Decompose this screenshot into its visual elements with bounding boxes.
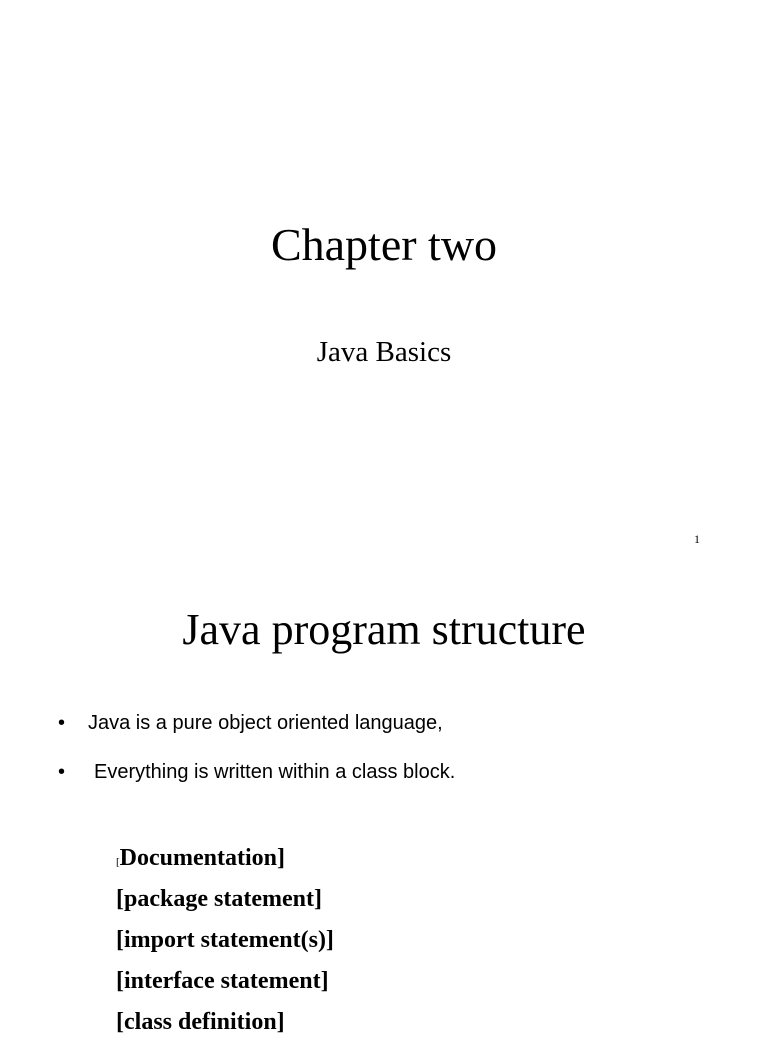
structure-item-import (116, 920, 334, 961)
structure-item-class (116, 1002, 334, 1043)
slide-title: Java program structure (182, 605, 586, 654)
structure-item-interface (116, 961, 334, 1002)
structure-item-label: [class definition] (116, 1009, 285, 1035)
program-structure-list (116, 838, 334, 1043)
bullet-icon: • (58, 712, 66, 734)
structure-item-label: [interface statement] (116, 968, 329, 994)
structure-item-label: [package statement] (116, 886, 322, 912)
structure-item-label: Documentation] (119, 845, 285, 871)
bullet-text: Java is a pure object oriented language, (88, 712, 443, 734)
structure-item-documentation (116, 838, 334, 879)
bullet-text: Everything is written within a class block. (94, 761, 456, 783)
structure-item-label: [import statement(s)] (116, 927, 334, 953)
chapter-title: Chapter two (270, 219, 498, 270)
structure-item-package (116, 879, 334, 920)
bullet-icon: • (58, 761, 66, 783)
page-number: 1 (694, 532, 700, 546)
chapter-subtitle: Java Basics (316, 336, 452, 368)
small-bracket: [ (116, 856, 120, 868)
structure-slide (0, 560, 768, 1035)
